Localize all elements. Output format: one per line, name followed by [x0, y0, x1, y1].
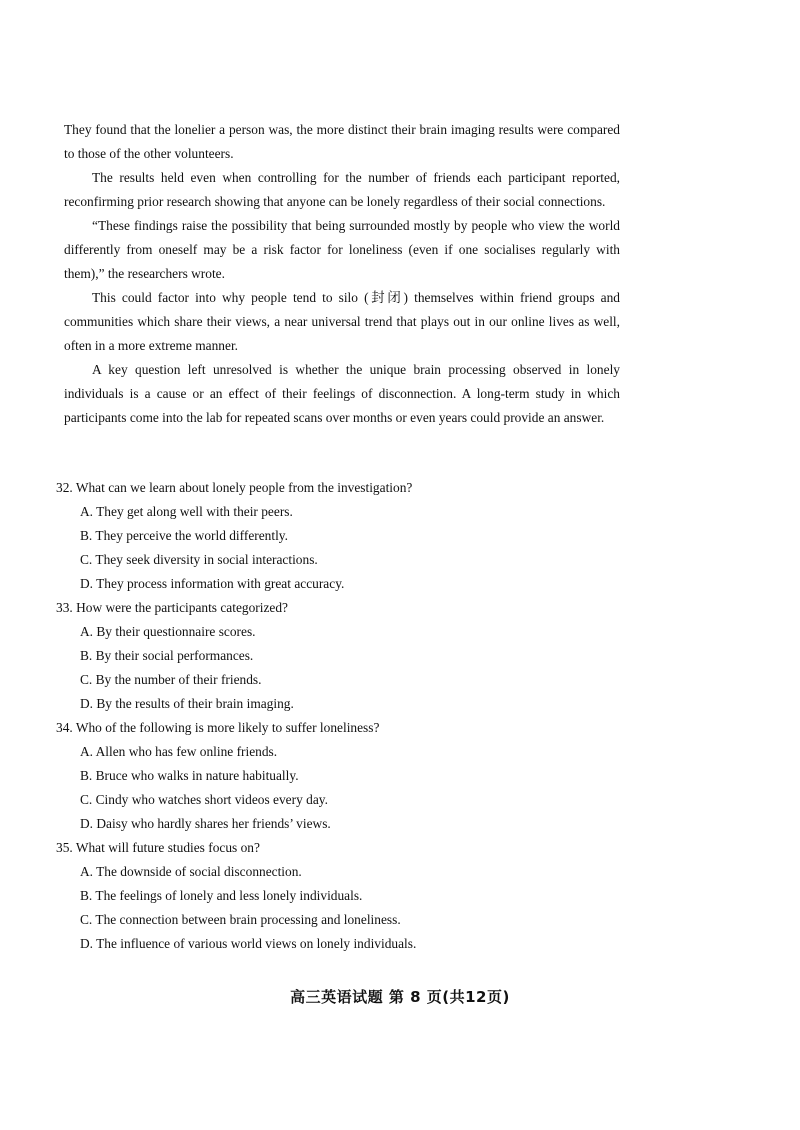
option-a: A. They get along well with their peers.	[80, 504, 293, 519]
question-34	[56, 716, 636, 836]
question-list	[56, 476, 636, 956]
option-c: C. Cindy who watches short videos every day.	[80, 792, 328, 807]
passage-paragraph-4: This could factor into why people tend to silo (封闭) themselves within friend groups and communities which share their views, a near universal trend that plays out in our online lives as well, often in a more extreme manner.	[64, 290, 620, 353]
question-stem: 32. What can we learn about lonely people from the investigation?	[56, 480, 413, 495]
option-b: B. By their social performances.	[80, 648, 254, 663]
question-35	[56, 836, 636, 956]
option-c: C. The connection between brain processing and loneliness.	[80, 912, 401, 927]
option-a: A. Allen who has few online friends.	[80, 744, 278, 759]
question-stem: 33. How were the participants categorized?	[56, 600, 289, 615]
question-stem: 34. Who of the following is more likely to suffer loneliness?	[56, 720, 380, 735]
reading-passage	[64, 118, 620, 430]
option-a: A. By their questionnaire scores.	[80, 624, 256, 639]
question-stem: 35. What will future studies focus on?	[56, 840, 260, 855]
option-a: A. The downside of social disconnection.	[80, 864, 302, 879]
question-32	[56, 476, 636, 596]
passage-paragraph-3: “These findings raise the possibility that being surrounded mostly by people who view the world differently from oneself may be a risk factor for loneliness (even if one socialises regularly with them),” the researchers wrote.	[64, 218, 620, 281]
option-d: D. They process information with great accuracy.	[80, 576, 345, 591]
passage-paragraph-2: The results held even when controlling for the number of friends each participant reported, reconfirming prior research showing that anyone can be lonely regardless of their social connections.	[64, 170, 620, 209]
option-b: B. The feelings of lonely and less lonely individuals.	[80, 888, 363, 903]
option-b: B. They perceive the world differently.	[80, 528, 288, 543]
option-c: C. By the number of their friends.	[80, 672, 262, 687]
option-d: D. The influence of various world views on lonely individuals.	[80, 936, 417, 951]
passage-paragraph-1: They found that the lonelier a person was, the more distinct their brain imaging results were compared to those of the other volunteers.	[64, 122, 620, 161]
option-c: C. They seek diversity in social interactions.	[80, 552, 318, 567]
option-b: B. Bruce who walks in nature habitually.	[80, 768, 299, 783]
option-d: D. Daisy who hardly shares her friends’ views.	[80, 816, 331, 831]
question-33	[56, 596, 636, 716]
option-d: D. By the results of their brain imaging.	[80, 696, 294, 711]
passage-paragraph-5: A key question left unresolved is whether the unique brain processing observed in lonely individuals is a cause or an effect of their feelings of disconnection. A long-term study in which participants come into the lab for repeated scans over months or even years could provide an answer.	[64, 362, 620, 425]
page-footer: 高三英语试题 第 8 页(共12页)	[290, 988, 510, 1006]
